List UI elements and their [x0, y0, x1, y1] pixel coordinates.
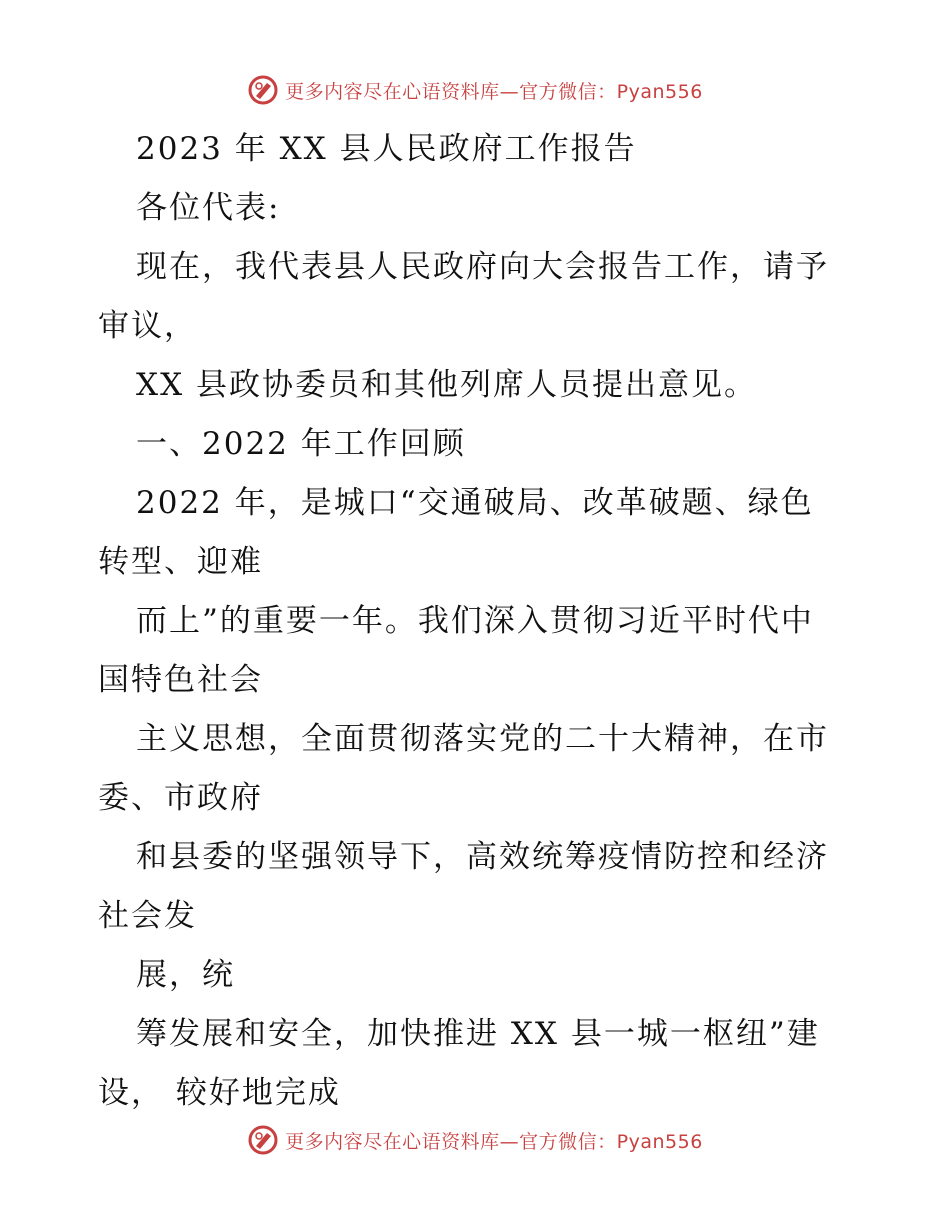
document-line: 一、2022 年工作回顾: [136, 426, 466, 462]
document-line: 国特色社会: [98, 662, 263, 698]
document-line: 筹发展和安全，加快推进 XX 县一城一枢纽”建: [136, 1016, 820, 1052]
footer-watermark-text: 更多内容尽在心语资料库—官方微信：Pyan556: [285, 1130, 703, 1153]
document-line: 委、市政府: [98, 780, 263, 816]
brand-logo-icon: [247, 74, 279, 106]
document-line: XX 县政协委员和其他列席人员提出意见。: [136, 367, 757, 403]
brand-logo-icon: [247, 1124, 279, 1156]
document-line: 2023 年 XX 县人民政府工作报告: [136, 131, 637, 167]
document-line: 审议，: [98, 308, 197, 344]
document-line: 2022 年，是城口“交通破局、改革破题、绿色: [136, 485, 814, 521]
document-line: 展，统: [136, 957, 235, 993]
document-line: 而上”的重要一年。我们深入贯彻习近平时代中: [136, 603, 814, 639]
document-line: 各位代表:: [136, 190, 281, 226]
document-line: 转型、迎难: [98, 544, 263, 580]
document-line: 和县委的坚强领导下，高效统筹疫情防控和经济: [136, 839, 829, 875]
document-line: 社会发: [98, 898, 197, 934]
document-line: 主义思想，全面贯彻落实党的二十大精神，在市: [136, 721, 829, 757]
footer-watermark-banner: [0, 1120, 950, 1160]
document-body: [98, 120, 858, 1123]
document-line: 现在，我代表县人民政府向大会报告工作，请予: [136, 249, 829, 285]
header-watermark-text: 更多内容尽在心语资料库—官方微信：Pyan556: [285, 80, 703, 103]
header-watermark-banner: [0, 70, 950, 110]
document-line: 设， 较好地完成: [98, 1075, 341, 1111]
